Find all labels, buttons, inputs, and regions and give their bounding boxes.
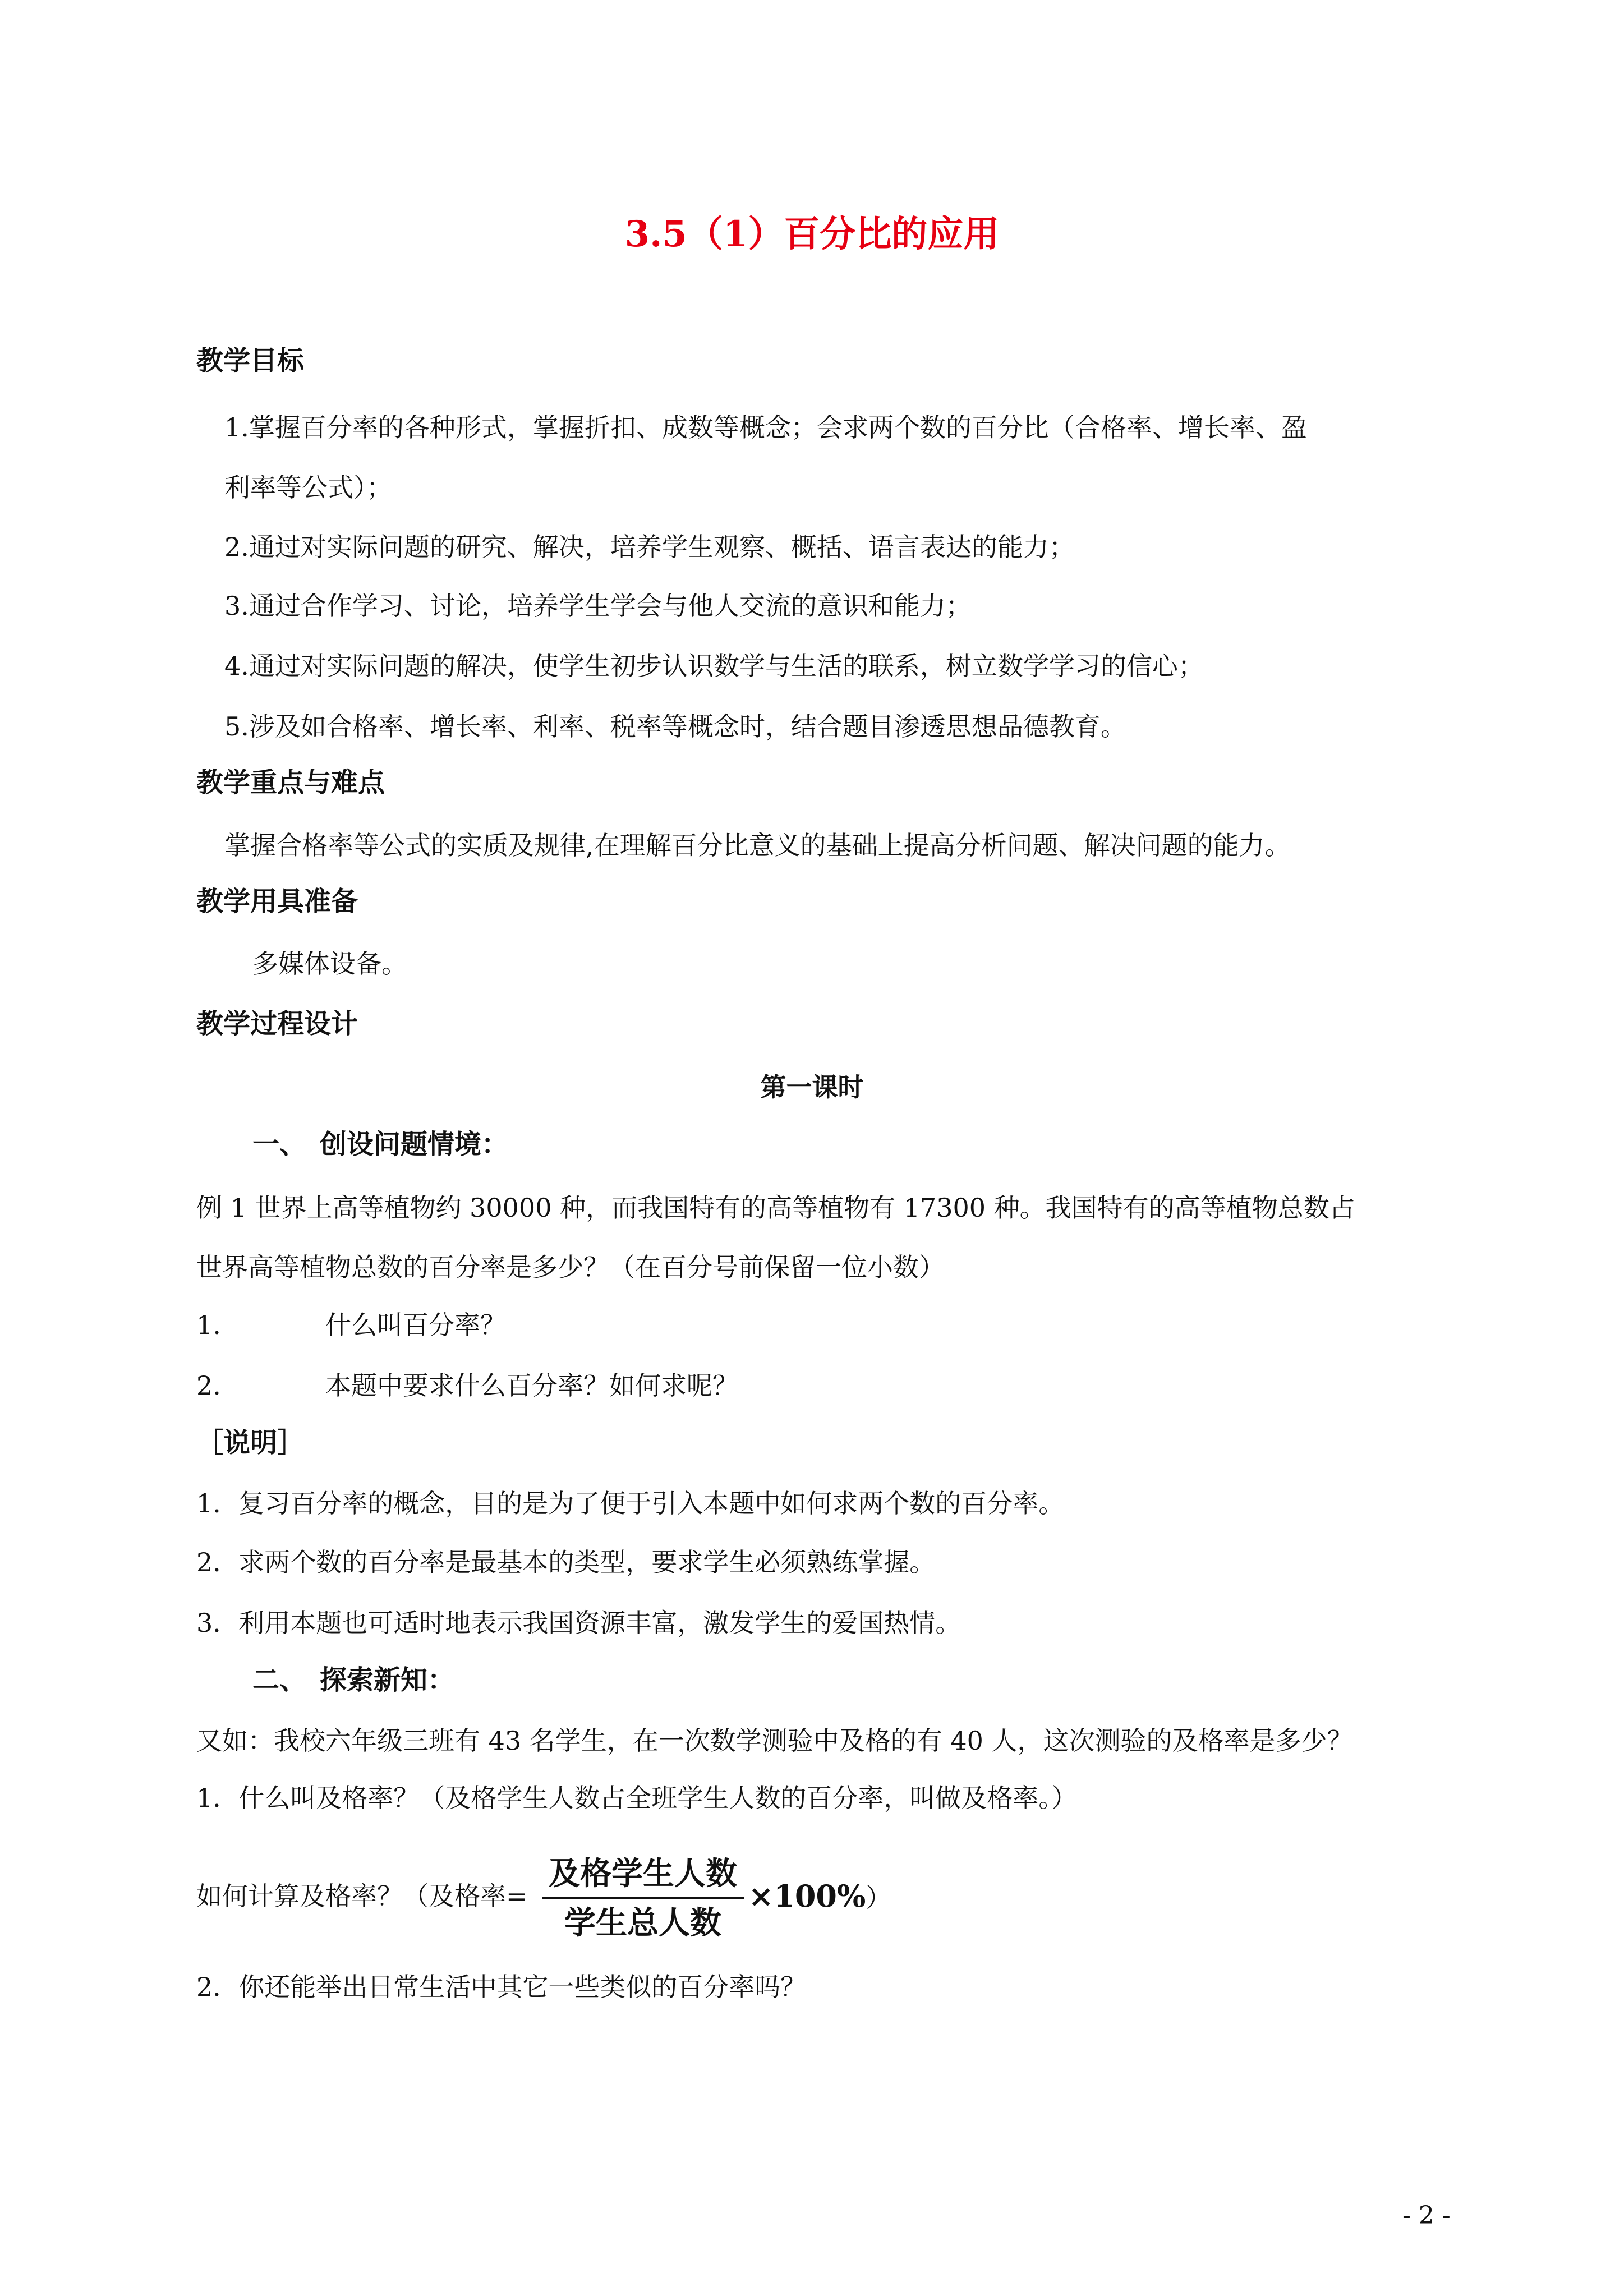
lesson-heading: 第一课时 <box>760 1072 864 1102</box>
question-2 <box>196 1366 738 1405</box>
question-1 <box>196 1305 506 1345</box>
section-2-heading: 二、 探索新知： <box>252 1664 455 1696</box>
page-number: - 2 - <box>1402 2201 1451 2230</box>
example-1-line-1: 例 1 世界上高等植物约 30000 种，而我国特有的高等植物有 17300 种。我国特有的高等植物总数占 <box>196 1193 1355 1223</box>
example-1-line-2: 世界高等植物总数的百分率是多少？（在百分号前保留一位小数） <box>196 1252 945 1282</box>
formula-multiplier: ×100% <box>748 1878 866 1914</box>
explore-question-2: 2．你还能举出日常生活中其它一些类似的百分率吗？ <box>196 1972 807 2002</box>
note-3: 3．利用本题也可适时地表示我国资源丰富，激发学生的爱国热情。 <box>196 1608 961 1638</box>
note-2: 2．求两个数的百分率是最基本的类型，要求学生必须熟练掌握。 <box>196 1547 936 1577</box>
explore-question-1: 1．什么叫及格率？（及格学生人数占全班学生人数的百分率，叫做及格率。） <box>196 1783 1078 1813</box>
tools-text: 多媒体设备。 <box>252 949 407 979</box>
question-2-number: 2. <box>196 1370 221 1401</box>
formula-denominator: 学生总人数 <box>564 1904 721 1941</box>
question-2-text: 本题中要求什么百分率？如何求呢？ <box>325 1370 738 1401</box>
goal-1: 1.掌握百分率的各种形式，掌握折扣、成数等概念；会求两个数的百分比（合格率、增长率、盈 <box>224 412 1307 443</box>
key-heading: 教学重点与难点 <box>196 767 385 798</box>
formula-fraction <box>542 1852 744 1944</box>
process-heading: 教学过程设计 <box>196 1008 358 1039</box>
note-1: 1．复习百分率的概念，目的是为了便于引入本题中如何求两个数的百分率。 <box>196 1488 1065 1519</box>
goal-4: 4.通过对实际问题的解决，使学生初步认识数学与生活的联系，树立数学学习的信心； <box>224 651 1204 681</box>
fraction-bar <box>542 1897 744 1899</box>
goal-3: 3.通过合作学习、讨论，培养学生学会与他人交流的意识和能力； <box>224 591 972 621</box>
formula-suffix <box>748 1875 891 1919</box>
question-1-number: 1. <box>196 1310 221 1340</box>
goal-1-cont: 利率等公式）； <box>224 472 392 503</box>
question-1-text: 什么叫百分率？ <box>325 1310 506 1340</box>
goal-5: 5.涉及如合格率、增长率、利率、税率等概念时，结合题目渗透思想品德教育。 <box>224 711 1126 742</box>
key-text: 掌握合格率等公式的实质及规律,在理解百分比意义的基础上提高分析问题、解决问题的能力。 <box>224 830 1291 861</box>
formula-close: ） <box>866 1883 892 1913</box>
goals-heading: 教学目标 <box>196 345 305 376</box>
formula-numerator: 及格学生人数 <box>549 1855 737 1892</box>
formula-prefix: 如何计算及格率？（及格率= <box>196 1881 528 1911</box>
tools-heading: 教学用具准备 <box>196 886 358 917</box>
example-2: 又如：我校六年级三班有 43 名学生，在一次数学测验中及格的有 40 人，这次测验的及格率是多少？ <box>196 1726 1353 1756</box>
note-heading: ［说明］ <box>196 1427 305 1458</box>
section-1-heading: 一、 创设问题情境： <box>252 1129 509 1160</box>
page-title: 3.5（1）百分比的应用 <box>624 213 1000 255</box>
goal-2: 2.通过对实际问题的研究、解决，培养学生观察、概括、语言表达的能力； <box>224 532 1075 562</box>
